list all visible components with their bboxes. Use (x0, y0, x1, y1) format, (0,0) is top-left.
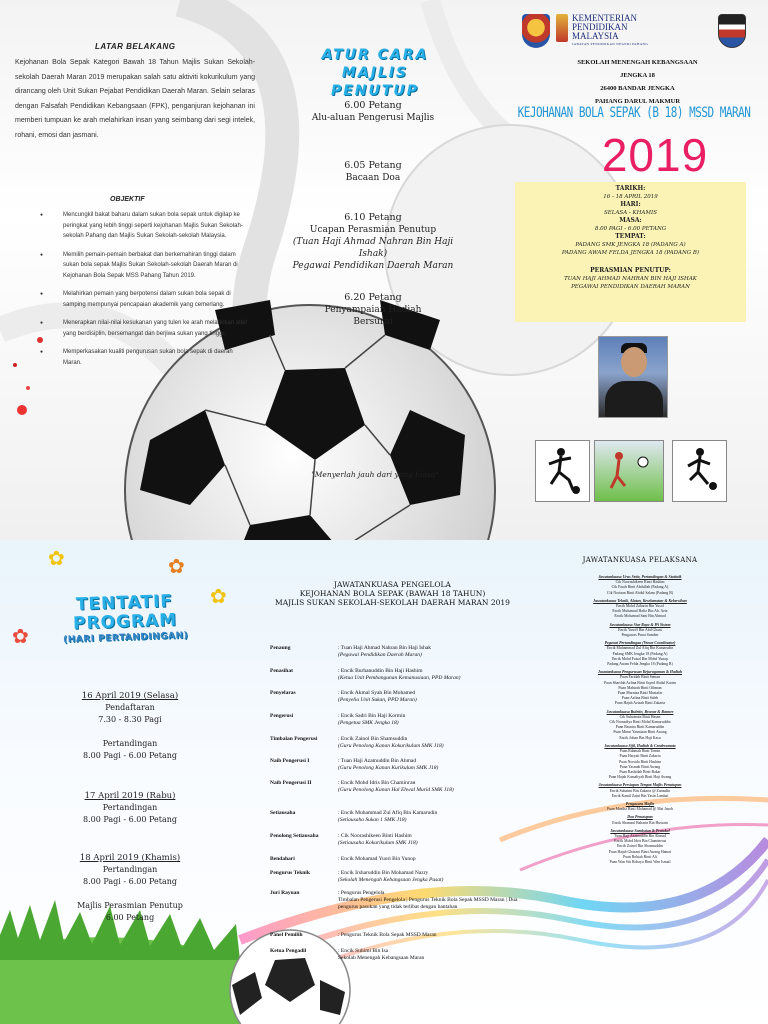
pelaksana-list (560, 572, 720, 865)
pelaksana-member: Puan Rashidah Binti Bakar (619, 769, 661, 774)
pelaksana-member: Puan Sharifah Azlina Binti Sayed Abdul Karim (604, 680, 676, 685)
brochure-inside (0, 540, 768, 1024)
pelaksana-group-heading: Jawatankuasa Buletin, Bronur & Banner (606, 709, 674, 714)
info-value: TUAN HAJI AHMAD NAHRAN BIN HAJI ISHAK (564, 276, 697, 282)
match-photo (594, 440, 664, 502)
pelaksana-member: Encik Mohd Faisal Bin Mohd Yunop (611, 656, 669, 661)
pelaksana-member: Puan Hajah Ghazani Binti Awang Hamat (608, 849, 672, 854)
pelaksana-member: Padang SMK Jengka 18 (Padang A) (612, 651, 668, 656)
tentatif-title-line2: PROGRAM (72, 610, 178, 634)
motto-quote: "Menyerlah jauh dari yang biasa" (311, 470, 439, 479)
pengelola-name: : Pengurus Pengelola (338, 890, 385, 896)
pengelola-role: Setiausaha (270, 810, 296, 816)
pengelola-role: Penaung (270, 645, 291, 651)
pelaksana-member: Encik Zainol Bin Shamsuddin (617, 844, 663, 849)
pengelola-role: Juri Rayuan (270, 890, 300, 896)
pelaksana-member: Puan Hajah Azizah Binti Zakaria (614, 701, 666, 706)
aturcara-title-line2: MAJLIS PENUTUP (330, 65, 420, 99)
event-info-box (515, 182, 746, 322)
pengelola-name: : Tuan Haji Ahmad Nahran Bin Haji Ishak (338, 645, 432, 651)
tentatif-subtitle: (HARI PERTANDINGAN) (62, 630, 189, 646)
ministry-line: PENDIDIKAN (572, 22, 628, 32)
pelaksana-member: Puan Wan Siti Rohayu Binti Wan Ismail (609, 859, 671, 864)
pengelola-sub: (Guru Penolong Kanan Hal Ehwal Murid SMK J18) (338, 787, 454, 793)
schedule-line: Pertandingan (102, 739, 158, 748)
pengelola-name: : Tuan Haji Azamuddin Bin Ahmad (338, 758, 417, 764)
pengelola-sub: (Guru Penolong Kanan Kokurikulum SMK J18) (338, 743, 444, 749)
pelaksana-member: Puan Murniza Binti Mustafar (617, 691, 663, 696)
aturcara-subtext: Pegawai Pendidikan Daerah Maran (292, 261, 454, 271)
schedule-day (30, 690, 230, 762)
pengelola-name: : Encik Zainol Bin Shamsuddin (338, 736, 408, 742)
objektif-item: ● Menerapkan nilai-nilai kesukanan yang tulen ke arah melahirkan atlet yang berdisiplin, bersemangat dan berjiwa sukan yang tinggi. (40, 318, 250, 339)
objektif-item: ● Memperkasakan kualiti pengurusan sukan bola sepak di daerah Maran. (40, 347, 250, 368)
pelaksana-member: Puan Maziha Binti Mohamad @ Mat Jusoh (607, 807, 673, 812)
player-run-icon (672, 440, 727, 502)
tentatif-title-line1: TENTATIF (75, 591, 174, 615)
info-label: TEMPAT: (615, 233, 646, 240)
pelaksana-group-heading: Pengacara Majlis (625, 801, 655, 806)
schedule-line: 7.30 - 8.30 Pagi (98, 715, 162, 724)
pelaksana-group-heading: Jawatankuasa Sijil, Hadiah & Cenderamata (604, 743, 676, 748)
ministry-line: MALAYSIA (572, 31, 619, 41)
pengelola-name: : Cik Noorashikeen Binti Hashim (338, 833, 412, 839)
pengelola-name: : Encik Irsharuddin Bin Mohamad Nazry (338, 870, 429, 876)
pelaksana-group-heading: Jawatankuasa Persiapan Tempat Majlis Penutupan (598, 783, 682, 788)
schedule-line: Pertandingan (102, 803, 158, 812)
pengelola-sub: (Pengetua SMK Jengka 18) (338, 720, 399, 726)
schedule-date: 16 April 2019 (Selasa) (81, 691, 179, 701)
pengelola-title-line: MAJLIS SUKAN SEKOLAH-SEKOLAH DAERAH MARAN 2019 (275, 598, 510, 607)
pengelola-role: Pengerusi (270, 713, 294, 719)
pengelola-name: : Encik Mohd Idris Bin Chaminган (338, 780, 416, 786)
school-line: JENGKA 18 (620, 72, 655, 79)
aturcara-text: Alu-aluan Pengerusi Majlis (311, 113, 435, 123)
pelaksana-member: Encik Suhaimi Bin Zakaria @ Zainudin (609, 788, 671, 793)
objektif-item: ● Mencungkil bakat baharu dalam sukan bola sepak untuk digilap ke peringkat yang lebih tinggi seperti kejohanan Majlis Sukan Sekolah-sekolah Pahang dan Majlis Sukan Sekolah-sekolah Malaysia. (40, 210, 250, 242)
info-value: 16 - 18 APRIL 2019 (603, 194, 658, 200)
pelaksana-heading: JAWATANKUASA PELAKSANA (582, 556, 698, 564)
latar-belakang-text: Kejohanan Bola Sepak Kategori Bawah 18 Tahun Majlis Sukan Sekolah-sekolah Daerah Maran 2019 merupakan salah satu aktiviti kokurikulum yang dirancang oleh Unit Sukan Pejabat Pendidikan Daerah Maran. Selain selaras dengan Falsafah Pendidikan Kebangsaan (FPK), penganjuran kejohanan ini memberi tumpuan ke arah melahirkan insan yang seimbang dari segi intelek, rohani, emosi dan jasmani. (15, 59, 255, 139)
aturcara-time: 6.00 Petang (344, 100, 402, 111)
pelaksana-group-heading: Jawatankuasa Siar Raya & PA Sistem (609, 622, 671, 627)
aturcara-text: Bacaan Doa (345, 173, 401, 183)
pelaksana-member: Cik Suhaimita Binti Hasan (619, 714, 661, 719)
pelaksana-member: Pengawas Pusat Sumber (621, 633, 659, 638)
pelaksana-member: Encik Mohd Idris Bin Chaminган (614, 839, 666, 844)
info-label: MASA: (619, 217, 642, 224)
pelaksana-member: Puan Haryati Binti Zakaria (619, 754, 661, 759)
pelaksana-member: Cik Noriaan Binti Abdul Salam (Padang B) (606, 590, 674, 595)
pengelola-sub: (Guru Penolong Kanan Kurikulum SMK J18) (338, 765, 439, 771)
pengelola-sub: (Setiausaha Kokurikulum SMK J18) (338, 840, 418, 846)
pengelola-title-line: JAWATANKUASA PENGELOLA (334, 580, 451, 589)
aturcara-item (278, 292, 468, 328)
pelaksana-member: Encik Muhammad Zul Afiq Bin Kamarudin (606, 646, 674, 651)
school-line: SEKOLAH MENENGAH KEBANGSAAN (577, 59, 698, 66)
pelaksana-member: Puan Azlina Binti Saleh (621, 696, 659, 701)
pelaksana-member: Encik Mohamad Sani Bin Ahmad (614, 614, 666, 619)
schedule-line: Majlis Perasmian Penutup (77, 901, 183, 910)
pelaksana-member: Puan Rahmah Binti Tomin (619, 749, 661, 754)
pengelola-name: : Encik Burhanuddin Bin Haji Hashim (338, 668, 423, 674)
aturcara-subtext: Bersurai (353, 317, 393, 327)
flower-icon: ✿ (168, 554, 185, 578)
info-value: PADANG AWAM FELDA JENGKA 18 (PADANG B) (561, 250, 700, 256)
pengelola-name: : Encik Akmal Syah Bin Mohamed (338, 690, 416, 696)
pengelola-name: : Encik Mohamad Yuori Bin Yunop (338, 856, 416, 862)
pengelola-name: : Encik Muhammad Zul Afiq Bin Kamarudin (338, 810, 438, 816)
ministry-line: KEMENTERIAN (572, 13, 637, 23)
objektif-item: ● Memilih pemain-pemain berbakat dan berkemahiran tinggi dalam sukan bola sepak Majlis Sukan Sekolah-sekolah Daerah Maran di Kejohanan Bola Sepak MSS Pahang Tahun 2019. (40, 250, 250, 282)
aturcara-item (278, 100, 468, 124)
pengelola-sub: (Ketua Unit Pembangunan Kemanusiaan, PPD Maran) (338, 675, 461, 681)
aturcara-time: 6.10 Petang (344, 212, 402, 223)
ministry-subline: JABATAN PENDIDIKAN NEGERI PAHANG (572, 42, 649, 46)
pengelola-name: : Encik Sadri Bin Haji Kormin (338, 713, 406, 719)
ministry-logo-icon (556, 14, 568, 42)
pelaksana-member: Cik Nornadiya Binti Mohd Kamaruddin (609, 720, 671, 725)
pelaksana-member: Padang Awam Felda Jengka 18 (Padang B) (607, 662, 673, 667)
schedule-date: 18 April 2019 (Khamis) (79, 853, 181, 863)
pengelola-role: Penasihat (270, 668, 293, 674)
pelaksana-member: Tuan Haji Azamuddin Bin Ahmad (614, 833, 666, 838)
pelaksana-member: Puan Yasmah Binti Awang (619, 764, 661, 769)
school-line: PAHANG DARUL MAKMUR (594, 98, 681, 105)
schedule-line: 8.00 Pagi - 6.00 Petang (83, 751, 177, 760)
pengelola-heading (270, 580, 515, 607)
pengelola-sub: (Sekolah Menengah Kebangsaan Jengka Pusat) (338, 877, 444, 883)
tentatif-heading (19, 590, 231, 647)
info-label: HARI: (620, 201, 641, 208)
pelaksana-member: Cik Noorashikeen Binti Hashim (615, 580, 665, 585)
aturcara-heading (300, 46, 450, 100)
pelaksana-member: Puan Basnira Binti Kamaruddin (615, 725, 665, 730)
aturcara-time: 6.05 Petang (344, 160, 402, 171)
flower-icon: ✿ (12, 624, 29, 648)
objektif-list (40, 210, 250, 376)
pengelola-role: Penolong Setiausaha (270, 833, 319, 839)
pelaksana-member: Encik Kamil Zaini Bin Yasin Lambat (611, 793, 669, 798)
pengelola-role: Panel Pemilih (270, 932, 303, 938)
pengelola-sub: (Pegawai Pendidikan Daerah Maran) (338, 652, 422, 658)
pengelola-name: : Pengurus Teknik Bola Sepak MSSD Maran (338, 932, 437, 938)
info-value: SELASA - KHAMIS (604, 210, 657, 216)
info-value: PEGAWAI PENDIDIKAN DAERAH MARAN (571, 284, 690, 290)
pelaksana-group-heading: Doa Penutupan (627, 815, 653, 820)
ministry-name (572, 14, 692, 47)
pelaksana-member: Encik Johan Bin Haji Kasu (619, 735, 661, 740)
pelaksana-group-heading: Jawatankuasa Teknik, Alatan, Keselamatan & Kebersihan (593, 598, 687, 603)
player-kick-icon (535, 440, 590, 502)
pelaksana-member: Cik Farah Binti Abdullah (Padang A) (611, 585, 669, 590)
malaysia-crest-icon (522, 14, 550, 48)
flower-icon: ✿ (48, 546, 65, 570)
pengelola-role: Naib Pengerusi II (270, 780, 312, 786)
school-crest-icon (718, 14, 746, 48)
pengelola-role: Naib Pengerusi I (270, 758, 310, 764)
info-value: PADANG SMK JENGKA 18 (PADANG A) (575, 242, 686, 248)
info-value: 8.00 PAGI - 6.00 PETANG (594, 226, 667, 232)
pelaksana-group-heading: Jawatankuasa Urus Setia, Pertandingan & Statistik (598, 575, 682, 579)
pelaksana-member: Encik Mohd Zaharin Bin Yusof (616, 604, 664, 609)
info-label: TARIKH: (615, 185, 646, 192)
aturcara-text: Penyampaian Hadiah (324, 305, 422, 315)
pelaksana-member: Puan Mahirah Binti Othman (618, 685, 662, 690)
schedule-line: 6.00 Petang (105, 913, 155, 922)
pengelola-sub: (Penyelia Unit Sukan, PPD Maran) (338, 697, 417, 703)
schedule-line: Pendaftaran (105, 703, 155, 712)
objektif-item: ● Melahirkan pemain yang berpotensi dalam sukan bola sepak di samping mempunyai pencapaian akademik yang cemerlang. (40, 289, 250, 310)
pelaksana-group-heading: Jawatankuasa Sambutan & Protokol (610, 828, 670, 833)
pengelola-title-line: KEJOHANAN BOLA SEPAK (BAWAH 18 TAHUN) (299, 589, 486, 598)
officer-portrait (598, 336, 668, 418)
school-address (520, 56, 755, 108)
pengelola-sub: (Setiausaha Sukan 1 SMK J18) (338, 817, 407, 823)
info-label: PERASMIAN PENUTUP: (590, 267, 671, 274)
pelaksana-member: Puan Faridah Binti Seman (620, 675, 660, 680)
pelaksana-group-heading: Pegawai Pertandingan (Venue Coordinator) (604, 641, 676, 646)
pelaksana-member: Puan Norsida Binti Hashim (619, 759, 661, 764)
schedule-day (30, 852, 230, 924)
latar-belakang-heading: LATAR BELAKANG (95, 42, 176, 51)
pengelola-role: Ketua Pengadil (270, 948, 307, 954)
flower-icon: ✿ (210, 584, 227, 608)
school-line: 26400 BANDAR JENGKA (600, 85, 675, 92)
aturcara-title-line1: ATUR CARA (321, 47, 429, 63)
aturcara-time: 6.20 Petang (344, 292, 402, 303)
event-title: KEJOHANAN BOLA SEPAK (B 18) MSSD MARAN (517, 104, 751, 121)
schedule-line: Pertandingan (102, 865, 158, 874)
schedule-line: 8.00 Pagi - 6.00 Petang (83, 815, 177, 824)
aturcara-item (278, 160, 468, 184)
pelaksana-member: Encik Shamsul Baharin Bin Hussain (612, 820, 668, 825)
pelaksana-member: Puan Hajah Kamaliyah Binti Haji Awang (608, 775, 672, 780)
pelaksana-member: Encik Yusoff Bin Abd Ghani (618, 627, 662, 632)
pengelola-role: Bendahari (270, 856, 295, 862)
pengelola-name: : Encik Suhimi Bin Isa (338, 948, 389, 954)
pengelola-role: Pengurus Teknik (270, 870, 310, 876)
pelaksana-group-heading: Jawatankuasa Pengurusan Kejurugaman & Hadiah (597, 670, 683, 675)
event-year: 2019 (601, 129, 709, 181)
schedule-day (30, 790, 230, 826)
schedule-line: 8.00 Pagi - 6.00 Petang (83, 877, 177, 886)
aturcara-text: Ucapan Perasmian Penutup (309, 225, 437, 235)
pengelola-role: Penyelaras (270, 690, 296, 696)
pelaksana-member: Encik Muhamad Hafiz Bin Ab. Aziz (612, 609, 668, 614)
aturcara-subtext: (Tuan Haji Ahmad Nahran Bin Haji Ishak) (292, 237, 454, 259)
objektif-heading: OBJEKTIF (110, 196, 145, 203)
aturcara-item (278, 212, 468, 272)
pengelola-role: Timbalan Pengerusi (270, 736, 318, 742)
pelaksana-member: Puan Minni Yasmiaan Binti Awang (613, 730, 667, 735)
pengelola-sub: Timbalan Pengerusi Pengelola | Pengurus Teknik Bola Sepak MSSD Maran | Dua pengurus pasukan yang tidak terlibat dengan bantahan (338, 897, 518, 910)
pelaksana-member: Puan Rohiah Binti Ali (623, 854, 657, 859)
schedule-date: 17 April 2019 (Rabu) (84, 791, 176, 801)
pengelola-sub: Sekolah Menengah Kebangsaan Maran (338, 955, 425, 961)
